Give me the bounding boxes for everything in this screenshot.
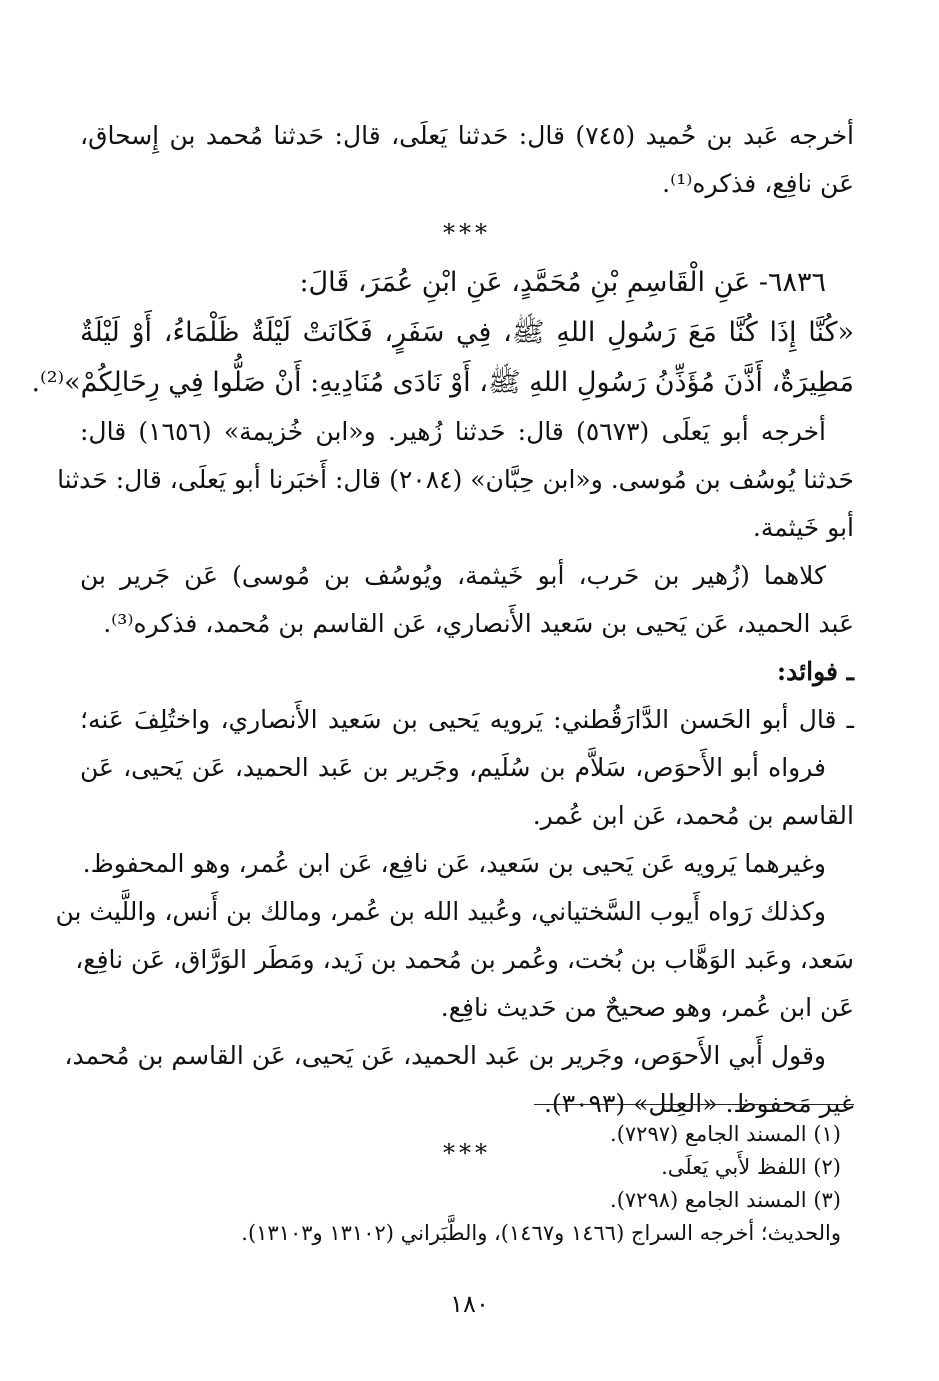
footnotes <box>80 1118 841 1250</box>
page-body <box>31 112 854 1178</box>
text-line: عَن نافِع، فذكره⁽¹⁾. <box>662 169 854 198</box>
text-line: عَن ابن عُمر، وهو صحيحٌ من حَديث نافِع. <box>440 993 854 1022</box>
text-line: سَعد، وعَبد الوَهَّاب بن بُخت، وعُمر بن مُحمد بن زَيد، ومَطَر الوَرَّاق، عَن نافِع، <box>75 945 854 974</box>
text-line: وكذلك رَواه أَيوب السَّختياني، وعُبيد الله بن عُمر، ومالك بن أَنس، واللَّيث بن <box>55 897 826 926</box>
fawaid-heading: ـ فوائد: <box>776 657 854 686</box>
footnote-divider <box>534 1104 854 1105</box>
paragraph-narrators <box>55 888 854 1032</box>
paragraph-takhrij-1 <box>80 112 854 208</box>
hadith-heading: ٦٨٣٦- عَنِ الْقَاسِمِ بْنِ مُحَمَّدٍ، عَنِ ابْنِ عُمَرَ، قَالَ: <box>299 267 826 298</box>
text-line: غير مَحفوظ. «العِلل» (٣٠٩٣). <box>543 1089 854 1118</box>
footnote: (١) المسند الجامع (٧٢٩٧). <box>610 1122 841 1146</box>
text-line: أبو خَيثمة. <box>752 513 854 542</box>
text-line: عَبد الحميد، عَن يَحيى بن سَعيد الأَنصاري، عَن القاسم بن مُحمد، فذكره⁽³⁾. <box>103 609 854 638</box>
text-line: أخرجه أبو يَعلَى (٥٦٧٣) قال: حَدثنا زُهير. و«ابن خُزيمة» (١٦٥٦) قال: <box>80 417 826 446</box>
text-line: ـ قال أبو الحَسن الدَّارَقُطني: يَرويه يَحيى بن سَعيد الأَنصاري، واختُلِفَ عَنه؛ <box>80 705 854 734</box>
paragraph-isnad <box>80 552 854 648</box>
hadith-block <box>31 258 854 408</box>
hadith-text-line: مَطِيرَةٌ، أَذَّنَ مُؤَذِّنُ رَسُولِ اللهِ ﷺ، أَوْ نَادَى مُنَادِيهِ: أَنْ صَلُّوا فِي رِحَالِكُمْ»⁽²⁾. <box>31 367 854 398</box>
paragraph-conclusion <box>64 1032 854 1128</box>
text-line: القاسم بن مُحمد، عَن ابن عُمر. <box>532 801 854 830</box>
page-number: ١٨٠ <box>450 1290 489 1318</box>
footnote: (٣) المسند الجامع (٧٢٩٨). <box>610 1188 841 1212</box>
text-line: وغيرهما يَرويه عَن يَحيى بن سَعيد، عَن نافِع، عَن ابن عُمر، وهو المحفوظ. <box>82 849 826 878</box>
text-line: أخرجه عَبد بن حُميد (٧٤٥) قال: حَدثنا يَعلَى، قال: حَدثنا مُحمد بن إِسحاق، <box>80 121 854 150</box>
hadith-text-line: «كُنَّا إِذَا كُنَّا مَعَ رَسُولِ اللهِ ﷺ، فِي سَفَرٍ، فَكَانَتْ لَيْلَةٌ ظَلْمَاءُ، أَوْ لَيْلَةٌ <box>80 317 854 348</box>
text-line: وقول أَبي الأَحوَص، وجَرير بن عَبد الحميد، عَن يَحيى، عَن القاسم بن مُحمد، <box>64 1041 826 1070</box>
paragraph-others <box>80 840 854 888</box>
text-line: حَدثنا يُوسُف بن مُوسى. و«ابن حِبَّان» (٢٠٨٤) قال: أَخبَرنا أبو يَعلَى، قال: حَدثنا <box>57 465 854 494</box>
section-separator: *** <box>443 1139 491 1167</box>
section-separator: *** <box>443 219 491 247</box>
text-line: فرواه أبو الأَحوَص، سَلاَّم بن سُلَيم، وجَرير بن عَبد الحميد، عَن يَحيى، عَن <box>80 753 826 782</box>
paragraph-daraqutni <box>80 696 854 840</box>
paragraph-takhrij-2 <box>57 408 854 552</box>
footnote-continuation: والحديث؛ أخرجه السراج (١٤٦٦ و١٤٦٧)، والطَّبَراني (١٣١٠٢ و١٣١٠٣). <box>241 1221 841 1245</box>
text-line: كلاهما (زُهير بن حَرب، أبو خَيثمة، ويُوسُف بن مُوسى) عَن جَرير بن <box>80 561 826 590</box>
footnote: (٢) اللفظ لأَبي يَعلَى. <box>661 1155 841 1179</box>
